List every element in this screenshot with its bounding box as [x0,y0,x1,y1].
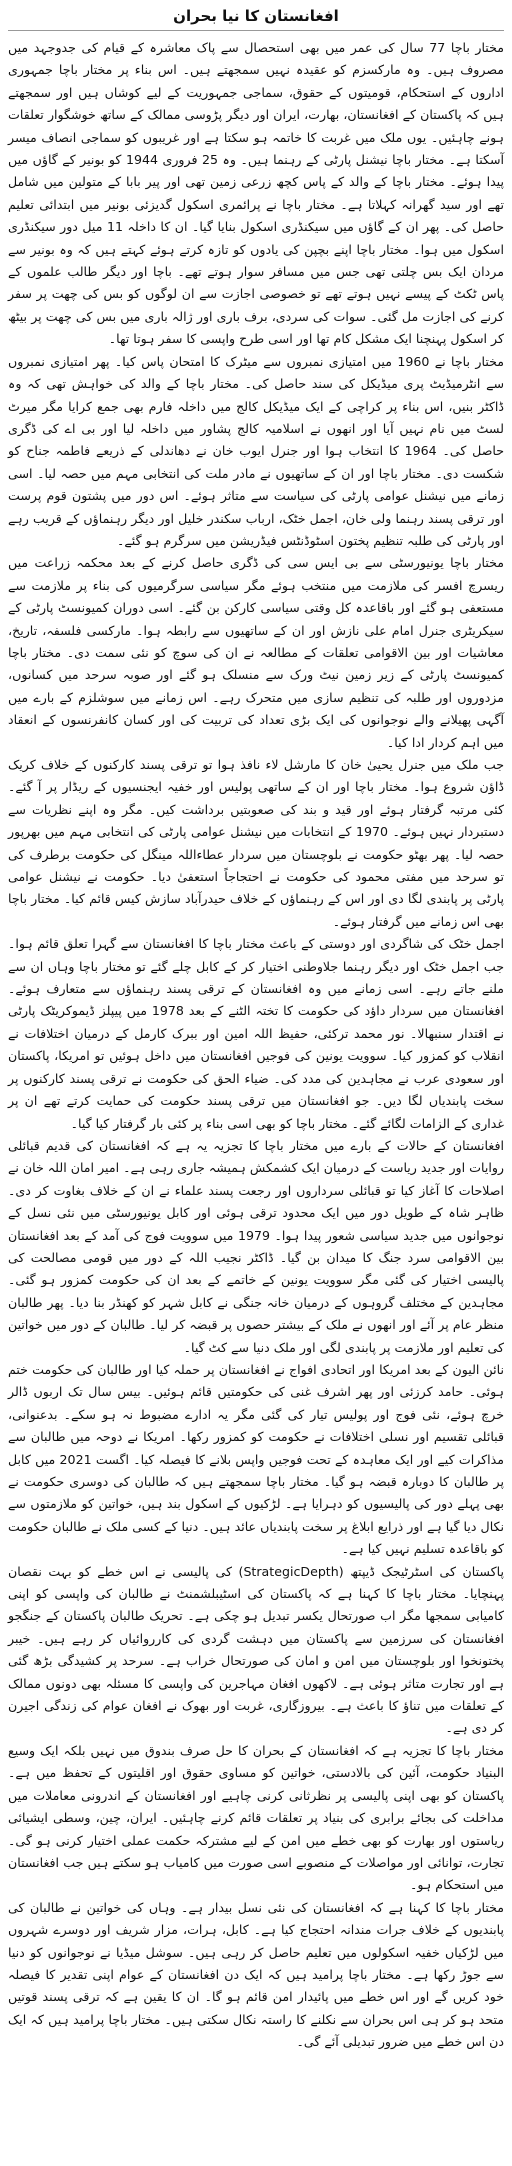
article-paragraph-5: اجمل خٹک کی شاگردی اور دوستی کے باعث مختار باچا کا افغانستان سے گہرا تعلق قائم ہوا۔ جب اجمل خٹک اور دیگر رہنما جلاوطنی اختیار کر کے کابل چلے گئے تو مختار باچا وہاں ان سے ملنے جاتے رہے۔ اسی زمانے میں وہ افغانستان کے ترقی پسند رہنماؤں سے متعارف ہوئے۔ افغانستان میں سردار داؤد کی حکومت کا تختہ الٹنے کے بعد 1978 میں پیپلز ڈیموکریٹک پارٹی نے اقتدار سنبھالا۔ نور محمد ترکئی، حفیظ اللہ امین اور ببرک کارمل کے درمیان اختلافات نے انقلاب کو کمزور کیا۔ سوویت یونین کی فوجیں افغانستان میں داخل ہوئیں تو امریکا، پاکستان اور سعودی عرب نے مجاہدین کی مدد کی۔ ضیاء الحق کی حکومت نے ترقی پسند کارکنوں پر سخت پابندیاں لگا دیں۔ جو افغانستان میں ترقی پسند حکومت کی حمایت کرتے تھے ان پر غداری کے الزامات لگائے گئے۔ مختار باچا کو بھی اسی بناء پر کئی بار گرفتار کیا گیا۔ [8,936,505,1131]
article-paragraph-8: پاکستان کی اسٹرٹیجک ڈیپتھ (StrategicDepth) کی پالیسی نے اس خطے کو بہت نقصان پہنچایا۔ مختار باچا کا کہنا ہے کہ پاکستان کی اسٹیبلشمنٹ نے طالبان کی واپسی کو اپنی کامیابی سمجھا مگر اب صورتحال یکسر تبدیل ہو چکی ہے۔ تحریک طالبان پاکستان کے جنگجو افغانستان کی سرزمین سے پاکستان میں دہشت گردی کی کارروائیاں کر رہے ہیں۔ خیبر پختونخوا اور بلوچستان میں امن و امان کی صورتحال خراب ہے۔ سرحد پر کشیدگی بڑھ گئی ہے اور تجارت متاثر ہوئی ہے۔ لاکھوں افغان مہاجرین کی واپسی کا مسئلہ بھی دونوں ممالک کے تعلقات میں تناؤ کا باعث ہے۔ بیروزگاری، غربت اور بھوک نے افغان عوام کی زندگی اجیرن کر دی ہے۔ [8,1563,504,1736]
article-paragraph-7: نائن الیون کے بعد امریکا اور اتحادی افواج نے افغانستان پر حملہ کیا اور طالبان کی حکومت ختم ہوئی۔ حامد کرزئی اور پھر اشرف غنی کی حکومتیں قائم ہوئیں۔ بیس سال تک اربوں ڈالر خرچ ہوئے، نئی فوج اور پولیس تیار کی گئی مگر یہ ادارے مضبوط نہ ہو سکے۔ بدعنوانی، قبائلی تقسیم اور نسلی اختلافات نے حکومت کو کمزور رکھا۔ امریکا نے دوحہ میں طالبان سے مذاکرات کیے اور ایک معاہدہ کے تحت فوجیں واپس بلانے کا فیصلہ کیا۔ اگست 2021 میں کابل پر طالبان کا دوبارہ قبضہ ہو گیا۔ مختار باچا سمجھتے ہیں کہ طالبان کی دوسری حکومت نے بھی پہلے دور کی پالیسیوں کو دہرایا ہے۔ لڑکیوں کے اسکول بند ہیں، خواتین کو ملازمتوں سے نکال دیا گیا ہے اور ذرایع ابلاغ پر سخت پابندیاں عائد ہیں۔ دنیا کے کسی ملک نے طالبان حکومت کو باقاعدہ تسلیم نہیں کیا ہے۔ [8,1361,504,1557]
article-paragraph-4: جب ملک میں جنرل یحییٰ خان کا مارشل لاء نافذ ہوا تو ترقی پسند کارکنوں کے خلاف کریک ڈاؤن شروع ہوا۔ مختار باچا اور ان کے ساتھی پولیس اور خفیہ ایجنسیوں کے ریڈار پر آ گئے۔ کئی مرتبہ گرفتار ہوئے اور قید و بند کی صعوبتیں برداشت کیں۔ مگر وہ اپنے نظریات سے دستبردار نہیں ہوئے۔ 1970 کے انتخابات میں نیشنل عوامی پارٹی کی انتخابی مہم میں بھرپور حصہ لیا۔ پھر بھٹو حکومت نے بلوچستان میں سردار عطاءاللہ مینگل کی حکومت برطرف کی تو سرحد میں مفتی محمود کی حکومت نے احتجاجاً استعفیٰ دیا۔ حکومت نے نیشنل عوامی پارٹی پر پابندی لگا دی اور اس کے رہنماؤں کے خلاف حیدرآباد سازش کیس قائم کیا۔ مختار باچا بھی اس زمانے میں گرفتار ہوئے۔ [8,757,504,929]
article-paragraph-9: مختار باچا کا تجزیہ ہے کہ افغانستان کے بحران کا حل صرف بندوق میں نہیں بلکہ ایک وسیع البنیاد حکومت، آئین کی بالادستی، خواتین کو مساوی حقوق اور اقلیتوں کے تحفظ میں ہے۔ پاکستان کو بھی اپنی پالیسی پر نظرثانی کرنی چاہیے اور افغانستان کے اندرونی معاملات میں مداخلت کی بجائے برابری کی بنیاد پر تعلقات قائم کرنے چاہئیں۔ ایران، چین، وسطی ایشیائی ریاستوں اور بھارت کو بھی خطے میں امن کے لیے مشترکہ حکمت عملی اختیار کرنی ہو گی۔ تجارت، توانائی اور مواصلات کے منصوبے اسی صورت میں کامیاب ہو سکتے ہیں جب افغانستان میں استحکام ہو۔ [8,1742,504,1893]
article-title: افغانستان کا نیا بحران [8,4,504,31]
article-paragraph-6: افغانستان کے حالات کے بارے میں مختار باچا کا تجزیہ یہ ہے کہ افغانستان کی قدیم قبائلی روایات اور جدید ریاست کے درمیان ایک کشمکش ہمیشہ جاری رہی ہے۔ امیر امان اللہ خان نے اصلاحات کا آغاز کیا تو قبائلی سرداروں اور رجعت پسند علماء نے ان کے خلاف بغاوت کر دی۔ ظاہر شاہ کے طویل دور میں ایک محدود ترقی ہوئی اور کابل یونیورسٹی میں نئی نسل کے نوجوانوں میں جدید سیاسی شعور پیدا ہوا۔ 1979 میں سوویت فوج کی آمد کے بعد افغانستان بین الاقوامی سرد جنگ کا میدان بن گیا۔ ڈاکٹر نجیب اللہ کے دور میں قومی مصالحت کی پالیسی اختیار کی گئی مگر سوویت یونین کے خاتمے کے بعد ان کی حکومت کمزور ہو گئی۔ مجاہدین کے مختلف گروہوں کے درمیان خانہ جنگی نے کابل شہر کو کھنڈر بنا دیا۔ پھر طالبان منظر عام پر آئے اور انھوں نے ملک کے بیشتر حصوں پر قبضہ کر لیا۔ طالبان کے دور میں خواتین کی تعلیم اور ملازمت پر پابندی لگی اور ملک دنیا سے کٹ گیا۔ [8,1137,505,1355]
article-paragraph-1: مختار باچا 77 سال کی عمر میں بھی استحصال سے پاک معاشرہ کے قیام کی جدوجہد میں مصروف ہیں۔ وہ مارکسزم کو عقیدہ نہیں سمجھتے ہیں۔ اس بناء پر مختار باچا جمہوری اداروں کے استحکام، قومیتوں کے حقوق، سماجی جمہوریت کے لیے کوشاں ہیں اور سمجھتے ہیں کہ پاکستان کے افغانستان، بھارت، ایران اور دیگر پڑوسی ممالک کے ساتھ خوشگوار تعلقات ہونے چاہئیں۔ یوں ملک میں غربت کا خاتمہ ہو سکتا ہے اور غریبوں کو سماجی انصاف میسر آسکتا ہے۔ مختار باچا نیشنل پارٹی کے رہنما ہیں۔ وہ 25 فروری 1944 کو بونیر کے گاؤں میں پیدا ہوئے۔ مختار باچا کے والد کے پاس کچھ زرعی زمین تھی اور پیر بابا کے متولین میں شامل تھے اور سید گھرانہ کہلاتا ہے۔ مختار باچا نے پرائمری اسکول گدیزئی بونیر میں ابتدائی تعلیم حاصل کی۔ پھر ان کے گاؤں میں سیکنڈری اسکول بنایا گیا۔ ان کا داخلہ 11 میل دور سیکنڈری اسکول میں ہوا۔ مختار باچا اپنے بچپن کی یادوں کو تازہ کرتے ہوئے کہتے ہیں کہ وہ بونیر سے مردان ایک بس چلتی تھی جس میں مسافر سوار ہوتے تھے۔ باچا اور دیگر طالب علموں کے پاس ٹکٹ کے پیسے نہیں ہوتے تھے تو خصوصی اجازت سے ان لوگوں کو بس کی چھت پر سفر کرنے کی اجازت مل گئی۔ سوات کی سردی، برف باری اور ژالہ باری میں بس کی چھت پر بیٹھ کر اسکول پہنچنا ایک مشکل کام تھا اور اسی طرح واپسی کا سفر ہوتا تھا۔ [8,40,505,347]
article-paragraph-2: مختار باچا نے 1960 میں امتیازی نمبروں سے میٹرک کا امتحان پاس کیا۔ پھر امتیازی نمبروں سے انٹرمیڈیٹ پری میڈیکل کی سند حاصل کی۔ مختار باچا کے والد کی خواہش تھی کہ وہ ڈاکٹر بنیں، اس بناء پر کراچی کے ایک میڈیکل کالج میں داخلہ فارم بھی جمع کرایا مگر میرٹ لسٹ میں نام نہیں آیا اور انھوں نے اسلامیہ کالج پشاور میں داخلہ لیا اور بی اے کی ڈگری حاصل کی۔ 1964 کا انتخاب ہوا اور جنرل ایوب خان نے دھاندلی کے ذریعے فاطمہ جناح کو شکست دی۔ مختار باچا اور ان کے ساتھیوں نے مادر ملت کی انتخابی مہم میں حصہ لیا۔ اسی زمانے میں نیشنل عوامی پارٹی کی سیاست سے متاثر ہوئے۔ اس دور میں پشتون قوم پرست اور ترقی پسند رہنما ولی خان، اجمل خٹک، ارباب سکندر خلیل اور دیگر رہنماؤں کے قریب رہے اور پارٹی کی طلبہ تنظیم پختون اسٹوڈنٹس فیڈریشن میں سرگرم ہو گئے۔ [8,353,505,548]
article-paragraph-10: مختار باچا کا کہنا ہے کہ افغانستان کی نئی نسل بیدار ہے۔ وہاں کی خواتین نے طالبان کی پابندیوں کے خلاف جرات مندانہ احتجاج کیا ہے۔ کابل، ہرات، مزار شریف اور دوسرے شہروں میں لڑکیاں خفیہ اسکولوں میں تعلیم حاصل کر رہی ہیں۔ سوشل میڈیا نے نوجوانوں کو دنیا سے جوڑ رکھا ہے۔ مختار باچا پرامید ہیں کہ ایک دن افغانستان کے عوام اپنی تقدیر کا فیصلہ خود کریں گے اور اس خطے میں پائیدار امن قائم ہو گا۔ ان کا یقین ہے کہ ترقی پسند قوتیں متحد ہو کر ہی اس بحران سے نکلنے کا راستہ نکال سکتی ہیں۔ مختار باچا پرامید ہیں کہ ایک دن اس خطے میں ضرور تبدیلی آئے گی۔ [8,1899,504,2050]
article-body [8,37,504,2054]
article-paragraph-3: مختار باچا یونیورسٹی سے بی ایس سی کی ڈگری حاصل کرنے کے بعد محکمہ زراعت میں ریسرچ افسر کی ملازمت میں منتخب ہوئے مگر سیاسی سرگرمیوں کی بناء پر ملازمت سے مستعفی ہو گئے اور باقاعدہ کل وقتی سیاسی کارکن بن گئے۔ اسی دوران کمیونسٹ پارٹی کے سیکریٹری جنرل امام علی نازش اور ان کے ساتھیوں سے رابطہ ہوا۔ مارکسی فلسفہ، تاریخ، معاشیات اور بین الاقوامی تعلقات کے مطالعہ نے ان کی سوچ کو نئی سمت دی۔ مختار باچا کمیونسٹ پارٹی کے زیر زمین نیٹ ورک سے منسلک ہو گئے اور صوبہ سرحد میں کسانوں، مزدوروں اور طلبہ کی تنظیم سازی میں متحرک رہے۔ اس زمانے میں سوشلزم کے بارے میں آگہی پھیلانے والے نوجوانوں کی ایک بڑی تعداد کی تربیت کی اور کسان کانفرنسوں کے انعقاد میں اہم کردار ادا کیا۔ [8,555,504,750]
